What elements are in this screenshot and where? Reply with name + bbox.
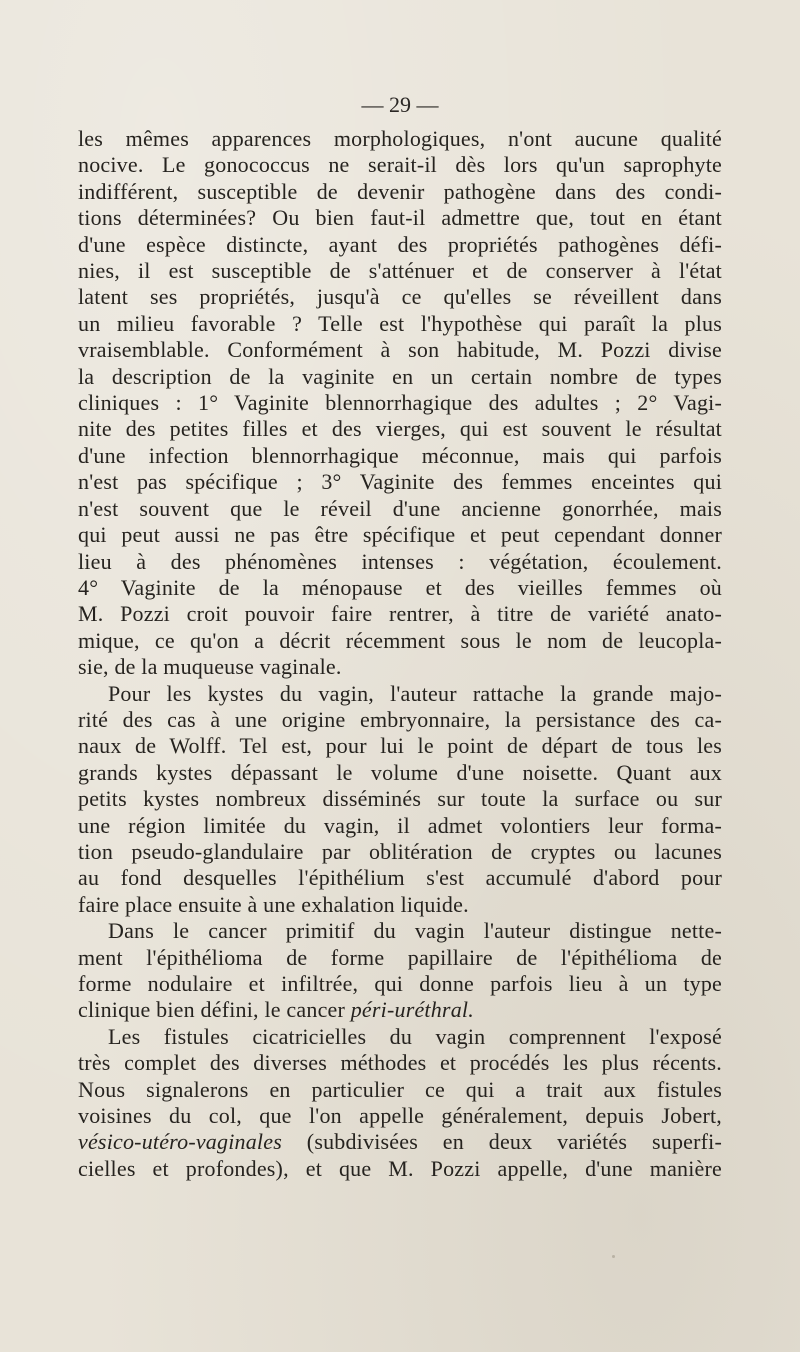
text-segment: naux de Wolff. Tel est, pour lui le point de départ de tous les xyxy=(78,733,722,759)
text-segment: petits kystes nombreux disséminés sur toute la surface ou sur xyxy=(78,786,722,812)
text-segment: très complet des diverses méthodes et procédés les plus récents. xyxy=(78,1050,722,1076)
text-line xyxy=(78,918,722,944)
text-line xyxy=(78,364,722,390)
text-segment: lieu à des phénomènes intenses : végétation, écoulement. xyxy=(78,548,722,574)
text-line xyxy=(78,681,722,707)
text-line xyxy=(78,1129,722,1155)
text-segment: rité des cas à une origine embryonnaire, la persistance des ca- xyxy=(78,706,722,732)
text-line xyxy=(78,971,722,997)
text-line xyxy=(78,284,722,310)
text-segment: nite des petites filles et des vierges, qui est souvent le résultat xyxy=(78,416,722,442)
text-line xyxy=(78,733,722,759)
text-line xyxy=(78,813,722,839)
text-segment: Nous signalerons en particulier ce qui a trait aux fistules xyxy=(78,1076,722,1102)
italic-term: vésico-utéro-vaginales xyxy=(78,1129,282,1155)
text-line xyxy=(78,786,722,812)
text-segment: d'une espèce distincte, ayant des propriétés pathogènes défi- xyxy=(78,231,722,257)
text-segment: faire place ensuite à une exhalation liquide. xyxy=(78,891,469,917)
text-segment: (subdivisées en deux variétés superfi- xyxy=(281,1129,722,1155)
text-line xyxy=(78,1077,722,1103)
text-segment: n'est souvent que le réveil d'une ancienne gonorrhée, mais xyxy=(78,495,722,521)
text-line xyxy=(78,945,722,971)
text-line xyxy=(78,205,722,231)
text-segment: latent ses propriétés, jusqu'à ce qu'elles se réveillent dans xyxy=(78,284,722,310)
text-segment: M. Pozzi croit pouvoir faire rentrer, à titre de variété anato- xyxy=(78,601,722,627)
text-segment: Pour les kystes du vagin, l'auteur rattache la grande majo- xyxy=(108,680,722,706)
text-segment: tions déterminées? Ou bien faut-il admettre que, tout en étant xyxy=(78,205,722,231)
text-line xyxy=(78,443,722,469)
text-segment: ment l'épithélioma de forme papillaire de l'épithélioma de xyxy=(78,944,722,970)
text-segment: Les fistules cicatricielles du vagin comprennent l'exposé xyxy=(108,1023,722,1049)
text-line xyxy=(78,628,722,654)
text-line xyxy=(78,839,722,865)
text-segment: cielles et profondes), et que M. Pozzi appelle, d'une manière xyxy=(78,1155,722,1181)
text-segment: clinique bien défini, le cancer xyxy=(78,997,351,1023)
text-segment: mique, ce qu'on a décrit récemment sous le nom de leucopla- xyxy=(78,627,722,653)
text-line xyxy=(78,707,722,733)
body-text xyxy=(78,126,722,1182)
text-segment: grands kystes dépassant le volume d'une noisette. Quant aux xyxy=(78,759,722,785)
text-segment: voisines du col, que l'on appelle généralement, depuis Jobert, xyxy=(78,1103,722,1129)
text-segment: vraisemblable. Conformément à son habitude, M. Pozzi divise xyxy=(78,337,722,363)
text-segment: 4° Vaginite de la ménopause et des vieilles femmes où xyxy=(78,574,722,600)
text-line xyxy=(78,549,722,575)
text-line xyxy=(78,126,722,152)
text-line xyxy=(78,258,722,284)
text-segment: sie, de la muqueuse vaginale. xyxy=(78,654,342,680)
text-segment: nies, il est susceptible de s'atténuer et de conserver à l'état xyxy=(78,258,722,284)
text-segment: nocive. Le gonococcus ne serait-il dès lors qu'un saprophyte xyxy=(78,152,722,178)
text-line xyxy=(78,1050,722,1076)
text-line xyxy=(78,311,722,337)
text-segment: au fond desquelles l'épithélium s'est accumulé d'abord pour xyxy=(78,865,722,891)
text-line xyxy=(78,416,722,442)
text-line xyxy=(78,997,722,1023)
text-line xyxy=(78,496,722,522)
text-line xyxy=(78,152,722,178)
text-line xyxy=(78,865,722,891)
text-line xyxy=(78,390,722,416)
text-line xyxy=(78,232,722,258)
italic-term: péri-uréthral. xyxy=(350,997,474,1023)
text-line xyxy=(78,601,722,627)
text-line xyxy=(78,575,722,601)
text-segment: les mêmes apparences morphologiques, n'ont aucune qualité xyxy=(78,126,722,151)
text-line xyxy=(78,337,722,363)
text-segment: cliniques : 1° Vaginite blennorrhagique des adultes ; 2° Vagi- xyxy=(78,390,722,416)
text-line xyxy=(78,760,722,786)
text-line xyxy=(78,654,722,680)
text-line xyxy=(78,892,722,918)
text-line xyxy=(78,522,722,548)
text-line xyxy=(78,1103,722,1129)
text-segment: Dans le cancer primitif du vagin l'auteur distingue nette- xyxy=(108,918,722,944)
text-segment: la description de la vaginite en un certain nombre de types xyxy=(78,363,722,389)
text-segment: un milieu favorable ? Telle est l'hypothèse qui paraît la plus xyxy=(78,310,722,336)
text-line xyxy=(78,179,722,205)
page-number: — 29 — xyxy=(361,92,439,117)
text-segment: forme nodulaire et infiltrée, qui donne parfois lieu à un type xyxy=(78,971,722,996)
text-segment: n'est pas spécifique ; 3° Vaginite des femmes enceintes qui xyxy=(78,469,722,495)
text-segment: indifférent, susceptible de devenir pathogène dans des condi- xyxy=(78,178,722,204)
text-line xyxy=(78,1024,722,1050)
text-segment: qui peut aussi ne pas être spécifique et peut cependant donner xyxy=(78,522,722,548)
paper-speck xyxy=(612,1255,615,1258)
text-line xyxy=(78,1156,722,1182)
text-segment: une région limitée du vagin, il admet volontiers leur forma- xyxy=(78,812,722,838)
text-segment: tion pseudo-glandulaire par oblitération de cryptes ou lacunes xyxy=(78,838,722,864)
text-line xyxy=(78,469,722,495)
text-segment: d'une infection blennorrhagique méconnue, mais qui parfois xyxy=(78,442,722,468)
